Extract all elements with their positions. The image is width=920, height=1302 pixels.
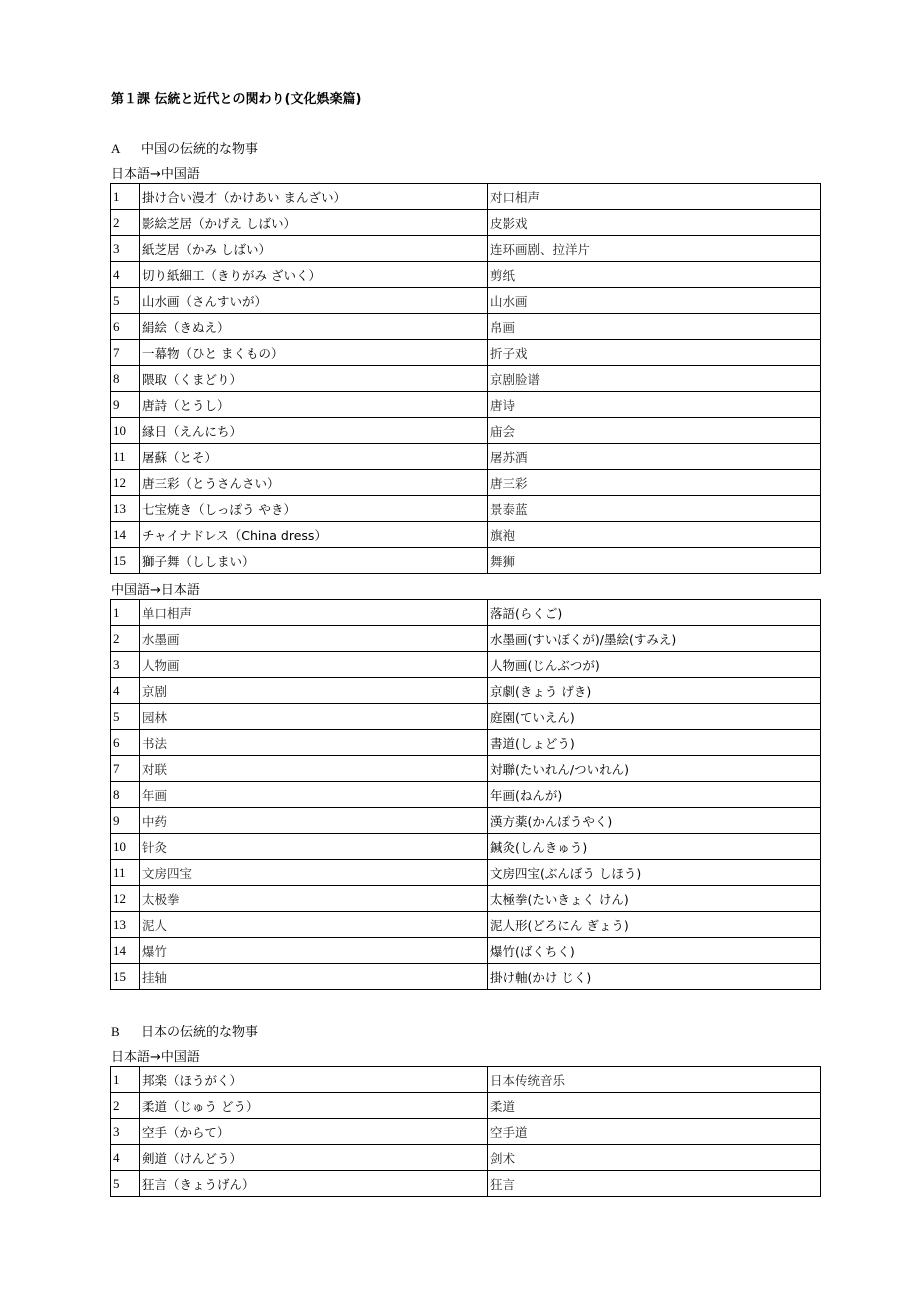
row-number: 2 (111, 210, 140, 236)
subsection-label: 日本語→中国語 (111, 1050, 200, 1065)
row-number: 12 (111, 886, 140, 912)
translation-cell: 唐诗 (488, 392, 821, 418)
translation-cell: 景泰蓝 (488, 496, 821, 522)
row-number: 11 (111, 444, 140, 470)
table-row (111, 418, 821, 444)
table-row (111, 782, 821, 808)
section-b-heading (111, 1021, 258, 1040)
term-cell: 爆竹 (140, 938, 488, 964)
table-row (111, 704, 821, 730)
table-row (111, 1067, 821, 1093)
table-row (111, 288, 821, 314)
translation-cell: 皮影戏 (488, 210, 821, 236)
row-number: 3 (111, 652, 140, 678)
term-cell: 挂轴 (140, 964, 488, 990)
row-number: 5 (111, 704, 140, 730)
translation-cell: 京劇(きょう げき) (488, 678, 821, 704)
vocab-table-b-jp-cn (110, 1066, 821, 1197)
section-letter: B (111, 1024, 120, 1039)
term-cell: 文房四宝 (140, 860, 488, 886)
section-a-heading (111, 138, 258, 157)
table-row (111, 1171, 821, 1197)
translation-cell: 帛画 (488, 314, 821, 340)
section-heading-text: 中国の伝統的な物事 (141, 142, 259, 157)
translation-cell: 鍼灸(しんきゅう) (488, 834, 821, 860)
table-row (111, 1093, 821, 1119)
term-cell: 园林 (140, 704, 488, 730)
term-cell: 縁日（えんにち） (140, 418, 488, 444)
row-number: 5 (111, 1171, 140, 1197)
term-cell: 针灸 (140, 834, 488, 860)
table-row (111, 808, 821, 834)
row-number: 8 (111, 366, 140, 392)
table-row (111, 938, 821, 964)
section-heading-text: 日本の伝統的な物事 (141, 1025, 259, 1040)
term-cell: 人物画 (140, 652, 488, 678)
row-number: 1 (111, 600, 140, 626)
term-cell: 书法 (140, 730, 488, 756)
table-row (111, 366, 821, 392)
row-number: 4 (111, 262, 140, 288)
translation-cell: 舞狮 (488, 548, 821, 574)
row-number: 3 (111, 1119, 140, 1145)
translation-cell: 漢方薬(かんぽうやく) (488, 808, 821, 834)
term-cell: 空手（からて） (140, 1119, 488, 1145)
translation-cell: 屠苏酒 (488, 444, 821, 470)
table-row (111, 834, 821, 860)
translation-cell: 対聯(たいれん/ついれん) (488, 756, 821, 782)
table-row (111, 756, 821, 782)
row-number: 2 (111, 1093, 140, 1119)
row-number: 13 (111, 496, 140, 522)
row-number: 14 (111, 522, 140, 548)
table-row (111, 912, 821, 938)
table-row (111, 1119, 821, 1145)
table-row (111, 314, 821, 340)
row-number: 1 (111, 184, 140, 210)
row-number: 14 (111, 938, 140, 964)
term-cell: 切り紙細工（きりがみ ざいく） (140, 262, 488, 288)
translation-cell: 京剧脸谱 (488, 366, 821, 392)
page-title: 第１課 伝統と近代との関わり(文化娯楽篇) (111, 92, 362, 107)
translation-cell: 太極拳(たいきょく けん) (488, 886, 821, 912)
table-row (111, 444, 821, 470)
table-row (111, 184, 821, 210)
row-number: 9 (111, 808, 140, 834)
row-number: 4 (111, 678, 140, 704)
translation-cell: 柔道 (488, 1093, 821, 1119)
term-cell: 獅子舞（ししまい） (140, 548, 488, 574)
table-row (111, 210, 821, 236)
term-cell: 京剧 (140, 678, 488, 704)
translation-cell: 狂言 (488, 1171, 821, 1197)
row-number: 7 (111, 340, 140, 366)
vocab-table-a-cn-jp (110, 599, 821, 990)
row-number: 5 (111, 288, 140, 314)
row-number: 2 (111, 626, 140, 652)
translation-cell: 書道(しょどう) (488, 730, 821, 756)
term-cell: 絹絵（きぬえ） (140, 314, 488, 340)
translation-cell: 日本传统音乐 (488, 1067, 821, 1093)
translation-cell: 空手道 (488, 1119, 821, 1145)
translation-cell: 山水画 (488, 288, 821, 314)
term-cell: 隈取（くまどり） (140, 366, 488, 392)
translation-cell: 剪纸 (488, 262, 821, 288)
row-number: 10 (111, 834, 140, 860)
table-row (111, 860, 821, 886)
term-cell: 紙芝居（かみ しばい） (140, 236, 488, 262)
row-number: 10 (111, 418, 140, 444)
table-row (111, 886, 821, 912)
row-number: 13 (111, 912, 140, 938)
term-cell: 掛け合い漫才（かけあい まんざい） (140, 184, 488, 210)
row-number: 15 (111, 548, 140, 574)
row-number: 4 (111, 1145, 140, 1171)
table-row (111, 626, 821, 652)
table-row (111, 470, 821, 496)
term-cell: 一幕物（ひと まくもの） (140, 340, 488, 366)
term-cell: 泥人 (140, 912, 488, 938)
term-cell: 对联 (140, 756, 488, 782)
subsection-label: 中国語→日本語 (111, 583, 200, 598)
row-number: 15 (111, 964, 140, 990)
term-cell: 水墨画 (140, 626, 488, 652)
translation-cell: 折子戏 (488, 340, 821, 366)
row-number: 12 (111, 470, 140, 496)
translation-cell: 落語(らくご) (488, 600, 821, 626)
translation-cell: 爆竹(ばくちく) (488, 938, 821, 964)
row-number: 9 (111, 392, 140, 418)
translation-cell: 年画(ねんが) (488, 782, 821, 808)
table-row (111, 1145, 821, 1171)
term-cell: 太极拳 (140, 886, 488, 912)
term-cell: 中药 (140, 808, 488, 834)
term-cell: 屠蘇（とそ） (140, 444, 488, 470)
row-number: 7 (111, 756, 140, 782)
table-row (111, 964, 821, 990)
translation-cell: 泥人形(どろにん ぎょう) (488, 912, 821, 938)
table-row (111, 496, 821, 522)
table-row (111, 652, 821, 678)
translation-cell: 剑术 (488, 1145, 821, 1171)
table-row (111, 262, 821, 288)
row-number: 1 (111, 1067, 140, 1093)
term-cell: 单口相声 (140, 600, 488, 626)
term-cell: 唐詩（とうし） (140, 392, 488, 418)
table-row (111, 678, 821, 704)
row-number: 8 (111, 782, 140, 808)
translation-cell: 庭園(ていえん) (488, 704, 821, 730)
table-row (111, 340, 821, 366)
term-cell: チャイナドレス（China dress） (140, 522, 488, 548)
table-row (111, 522, 821, 548)
translation-cell: 水墨画(すいぼくが)/墨絵(すみえ) (488, 626, 821, 652)
translation-cell: 对口相声 (488, 184, 821, 210)
translation-cell: 庙会 (488, 418, 821, 444)
translation-cell: 人物画(じんぶつが) (488, 652, 821, 678)
term-cell: 唐三彩（とうさんさい） (140, 470, 488, 496)
row-number: 3 (111, 236, 140, 262)
translation-cell: 掛け軸(かけ じく) (488, 964, 821, 990)
term-cell: 狂言（きょうげん） (140, 1171, 488, 1197)
translation-cell: 唐三彩 (488, 470, 821, 496)
table-row (111, 548, 821, 574)
term-cell: 邦楽（ほうがく） (140, 1067, 488, 1093)
row-number: 6 (111, 314, 140, 340)
table-row (111, 236, 821, 262)
term-cell: 柔道（じゅう どう） (140, 1093, 488, 1119)
term-cell: 影絵芝居（かげえ しばい） (140, 210, 488, 236)
translation-cell: 连环画剧、拉洋片 (488, 236, 821, 262)
table-row (111, 392, 821, 418)
term-cell: 年画 (140, 782, 488, 808)
term-cell: 剣道（けんどう） (140, 1145, 488, 1171)
row-number: 11 (111, 860, 140, 886)
translation-cell: 文房四宝(ぶんぼう しほう) (488, 860, 821, 886)
vocab-table-a-jp-cn (110, 183, 821, 574)
section-letter: A (111, 141, 121, 156)
term-cell: 山水画（さんすいが） (140, 288, 488, 314)
translation-cell: 旗袍 (488, 522, 821, 548)
subsection-label: 日本語→中国語 (111, 167, 200, 182)
term-cell: 七宝焼き（しっぽう やき） (140, 496, 488, 522)
row-number: 6 (111, 730, 140, 756)
table-row (111, 730, 821, 756)
table-row (111, 600, 821, 626)
